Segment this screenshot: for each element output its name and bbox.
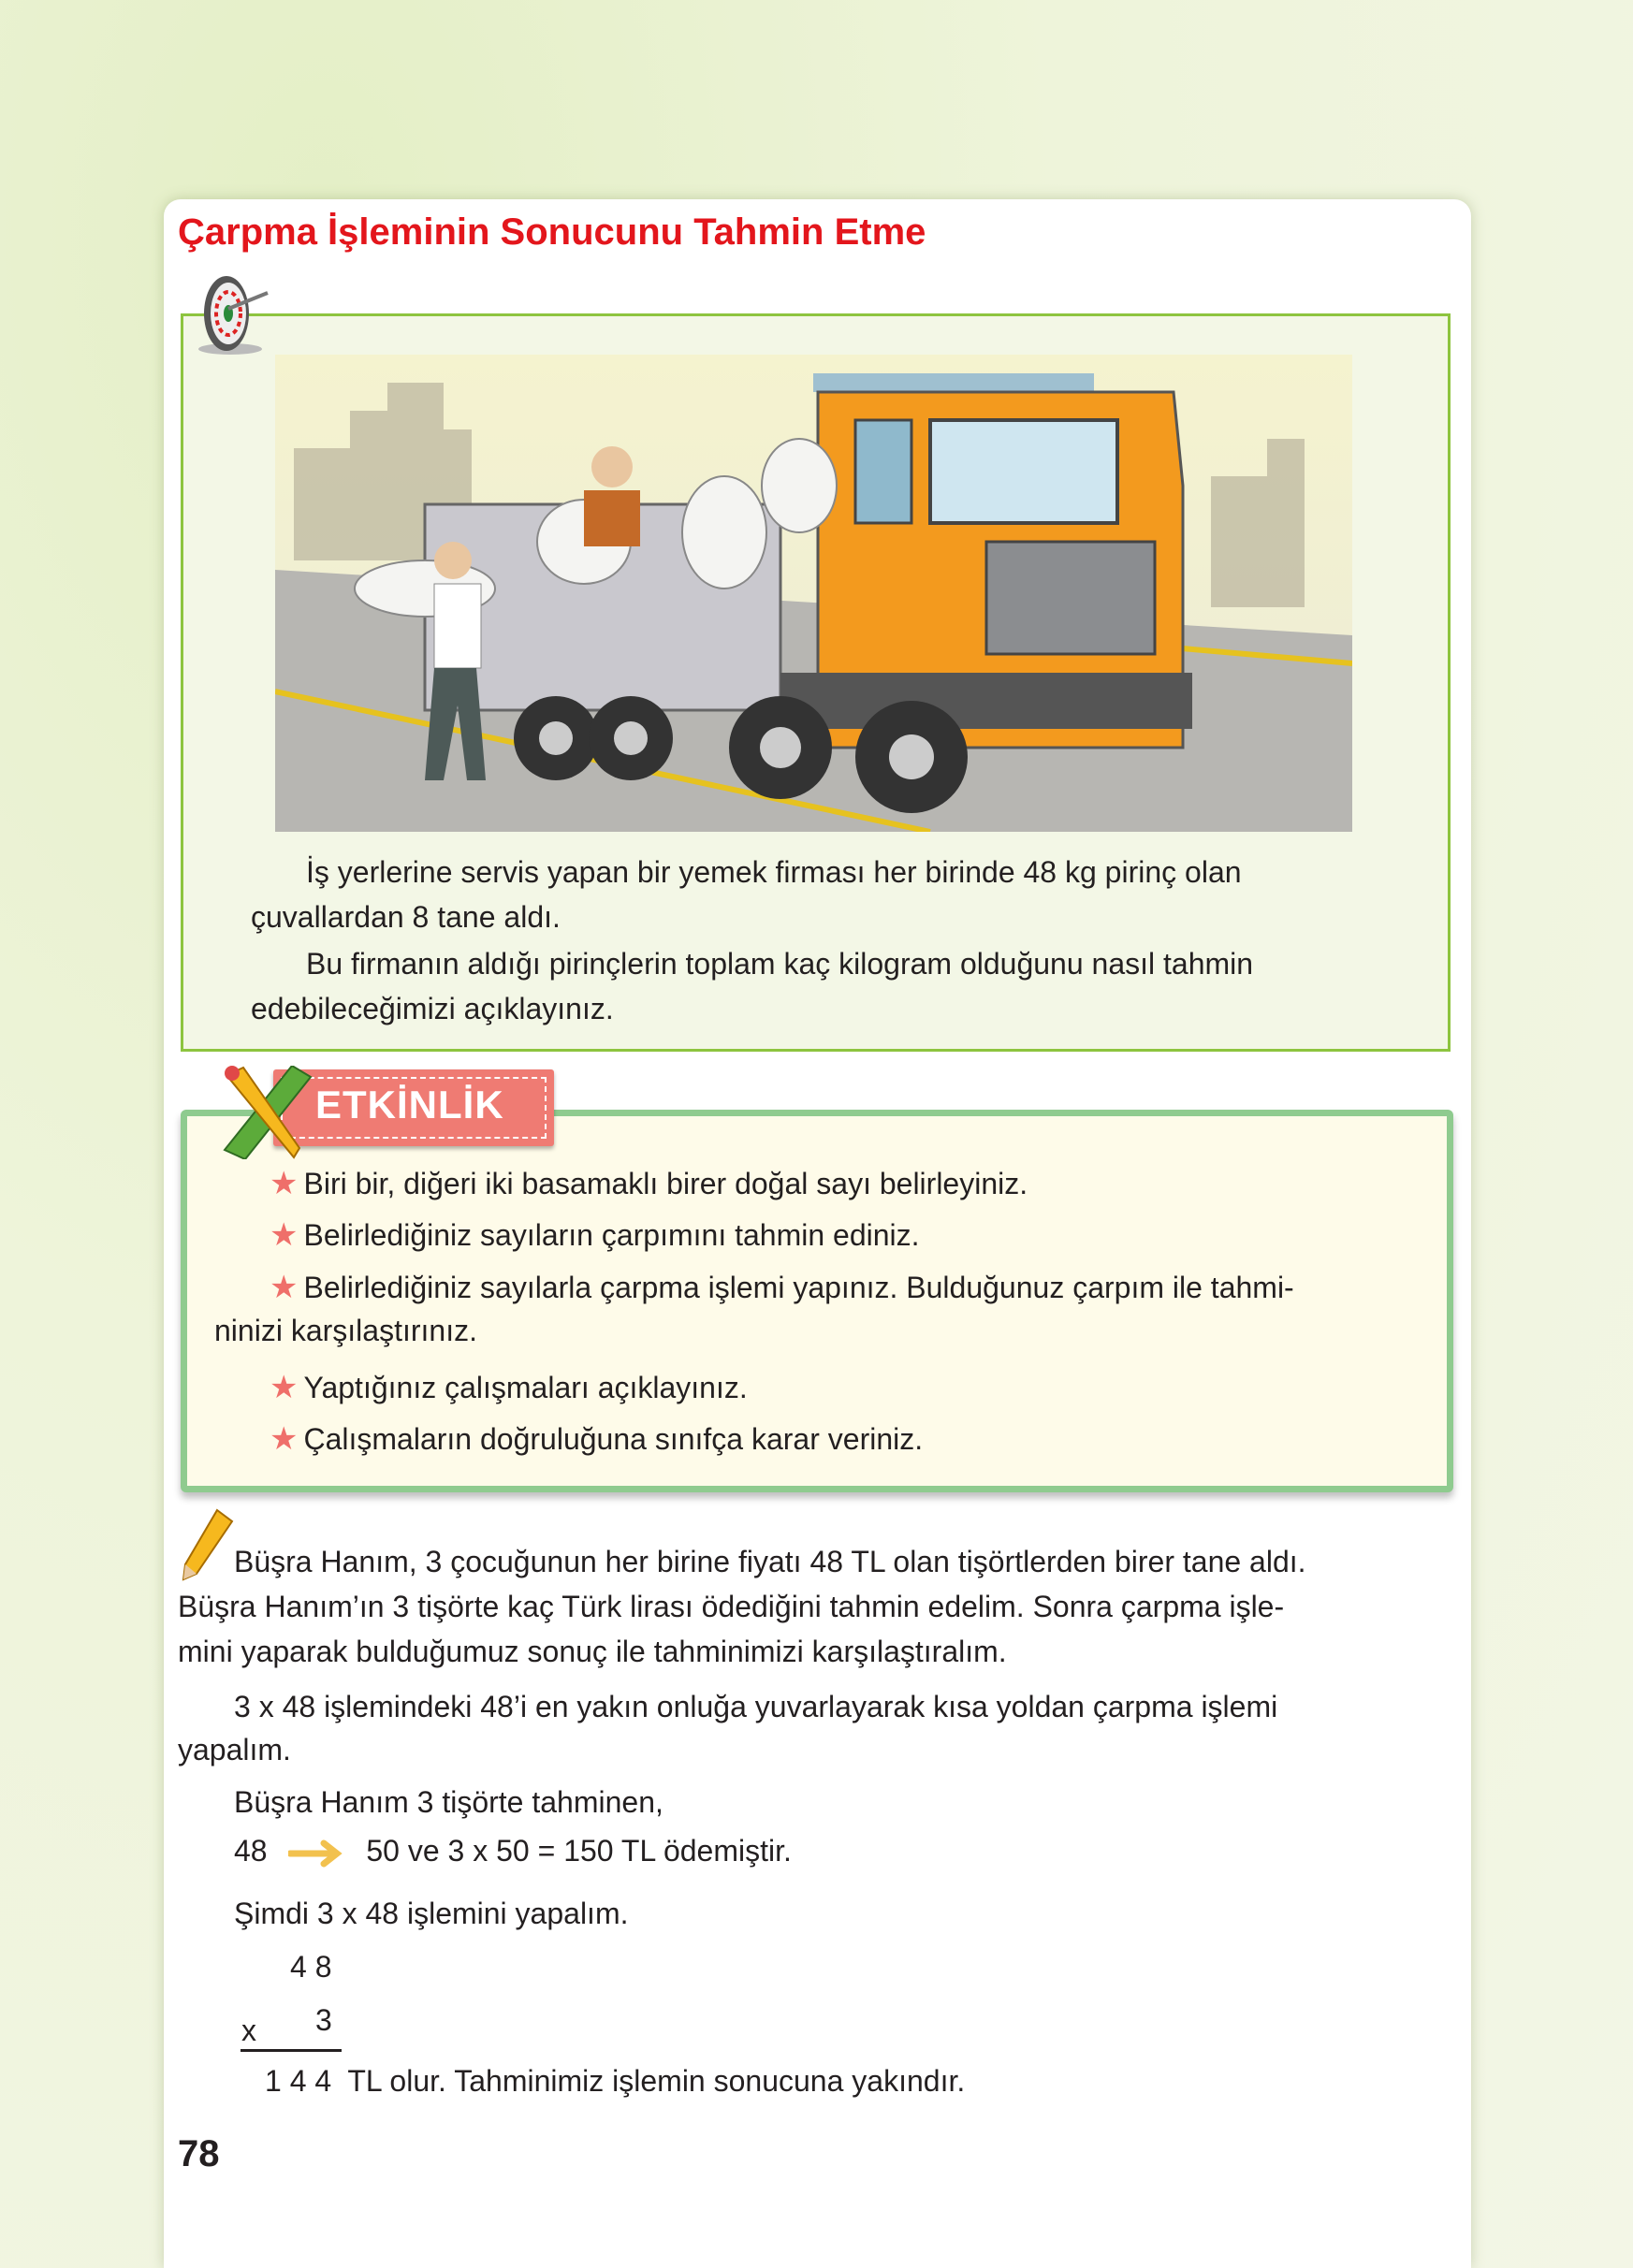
activity-item [270, 1420, 923, 1458]
example-text-6: Büşra Hanım 3 tişörte tahminen, [234, 1785, 663, 1819]
activity-item-text: Belirlediğiniz sayılarla çarpma işlemi yapınız. Bulduğunuz çarpım ile tahmi- [303, 1271, 1294, 1304]
example-text-3: mini yaparak bulduğumuz sonuç ile tahminimizi karşılaştıralım. [178, 1635, 1007, 1668]
activity-item-text: Yaptığınız çalışmaları açıklayınız. [303, 1371, 748, 1404]
result-value: 1 4 4 [265, 2064, 332, 2098]
problem-text-2: çuvallardan 8 tane aldı. [251, 900, 561, 934]
page-number: 78 [178, 2133, 220, 2174]
result-text: TL olur. Tahminimiz işlemin sonucuna yakındır. [347, 2064, 966, 2098]
pencil-icon [176, 1508, 236, 1583]
star-icon: ★ [270, 1166, 299, 1201]
arrow-right-icon [288, 1839, 344, 1868]
sum-line [241, 2049, 342, 2052]
round-result: 50 ve 3 x 50 = 150 TL ödemiştir. [366, 1834, 792, 1868]
round-from: 48 [234, 1834, 268, 1868]
example-text-1: Büşra Hanım, 3 çocuğunun her birine fiyatı 48 TL olan tişörtlerden birer tane aldı. [234, 1545, 1306, 1578]
activity-item-continuation: ninizi karşılaştırınız. [214, 1314, 477, 1347]
activity-item [270, 1369, 748, 1406]
problem-text-3: Bu firmanın aldığı pirinçlerin toplam kaç kilogram olduğunu nasıl tahmin [306, 947, 1254, 981]
operand-1: 4 8 [290, 1950, 332, 1984]
pencil-ruler-icon [217, 1066, 320, 1159]
multiply-sign: x [241, 2014, 256, 2047]
activity-item [270, 1216, 920, 1254]
example-text-2: Büşra Hanım’ın 3 tişörte kaç Türk lirası ödediğini tahmin edelim. Sonra çarpma işle- [178, 1590, 1285, 1623]
activity-item-text: Çalışmaların doğruluğuna sınıfça karar veriniz. [303, 1422, 924, 1456]
star-icon: ★ [270, 1217, 299, 1253]
page-title: Çarpma İşleminin Sonucunu Tahmin Etme [178, 211, 926, 253]
activity-item-text: Biri bir, diğeri iki basamaklı birer doğal sayı belirleyiniz. [303, 1167, 1028, 1200]
activity-item [270, 1269, 1294, 1306]
example-text-4: 3 x 48 işlemindeki 48’i en yakın onluğa yuvarlayarak kısa yoldan çarpma işlemi [234, 1690, 1278, 1723]
truck-illustration [275, 355, 1352, 832]
example-text-8: Şimdi 3 x 48 işlemini yapalım. [234, 1897, 629, 1930]
star-icon: ★ [270, 1421, 299, 1457]
result [265, 2064, 965, 2099]
activity-item-text: Belirlediğiniz sayıların çarpımını tahmin ediniz. [303, 1218, 920, 1252]
star-icon: ★ [270, 1370, 299, 1405]
dartboard-icon [185, 267, 275, 356]
activity-badge-label: ETKİNLİK [315, 1083, 504, 1127]
rounding-line [234, 1828, 792, 1873]
activity-item [270, 1165, 1028, 1202]
problem-text-4: edebileceğimizi açıklayınız. [251, 992, 614, 1025]
operand-2: 3 [315, 2003, 332, 2037]
problem-text-1: İş yerlerine servis yapan bir yemek firması her birinde 48 kg pirinç olan [306, 855, 1242, 889]
example-text-5: yapalım. [178, 1733, 291, 1766]
star-icon: ★ [270, 1270, 299, 1305]
activity-badge [217, 1066, 554, 1150]
